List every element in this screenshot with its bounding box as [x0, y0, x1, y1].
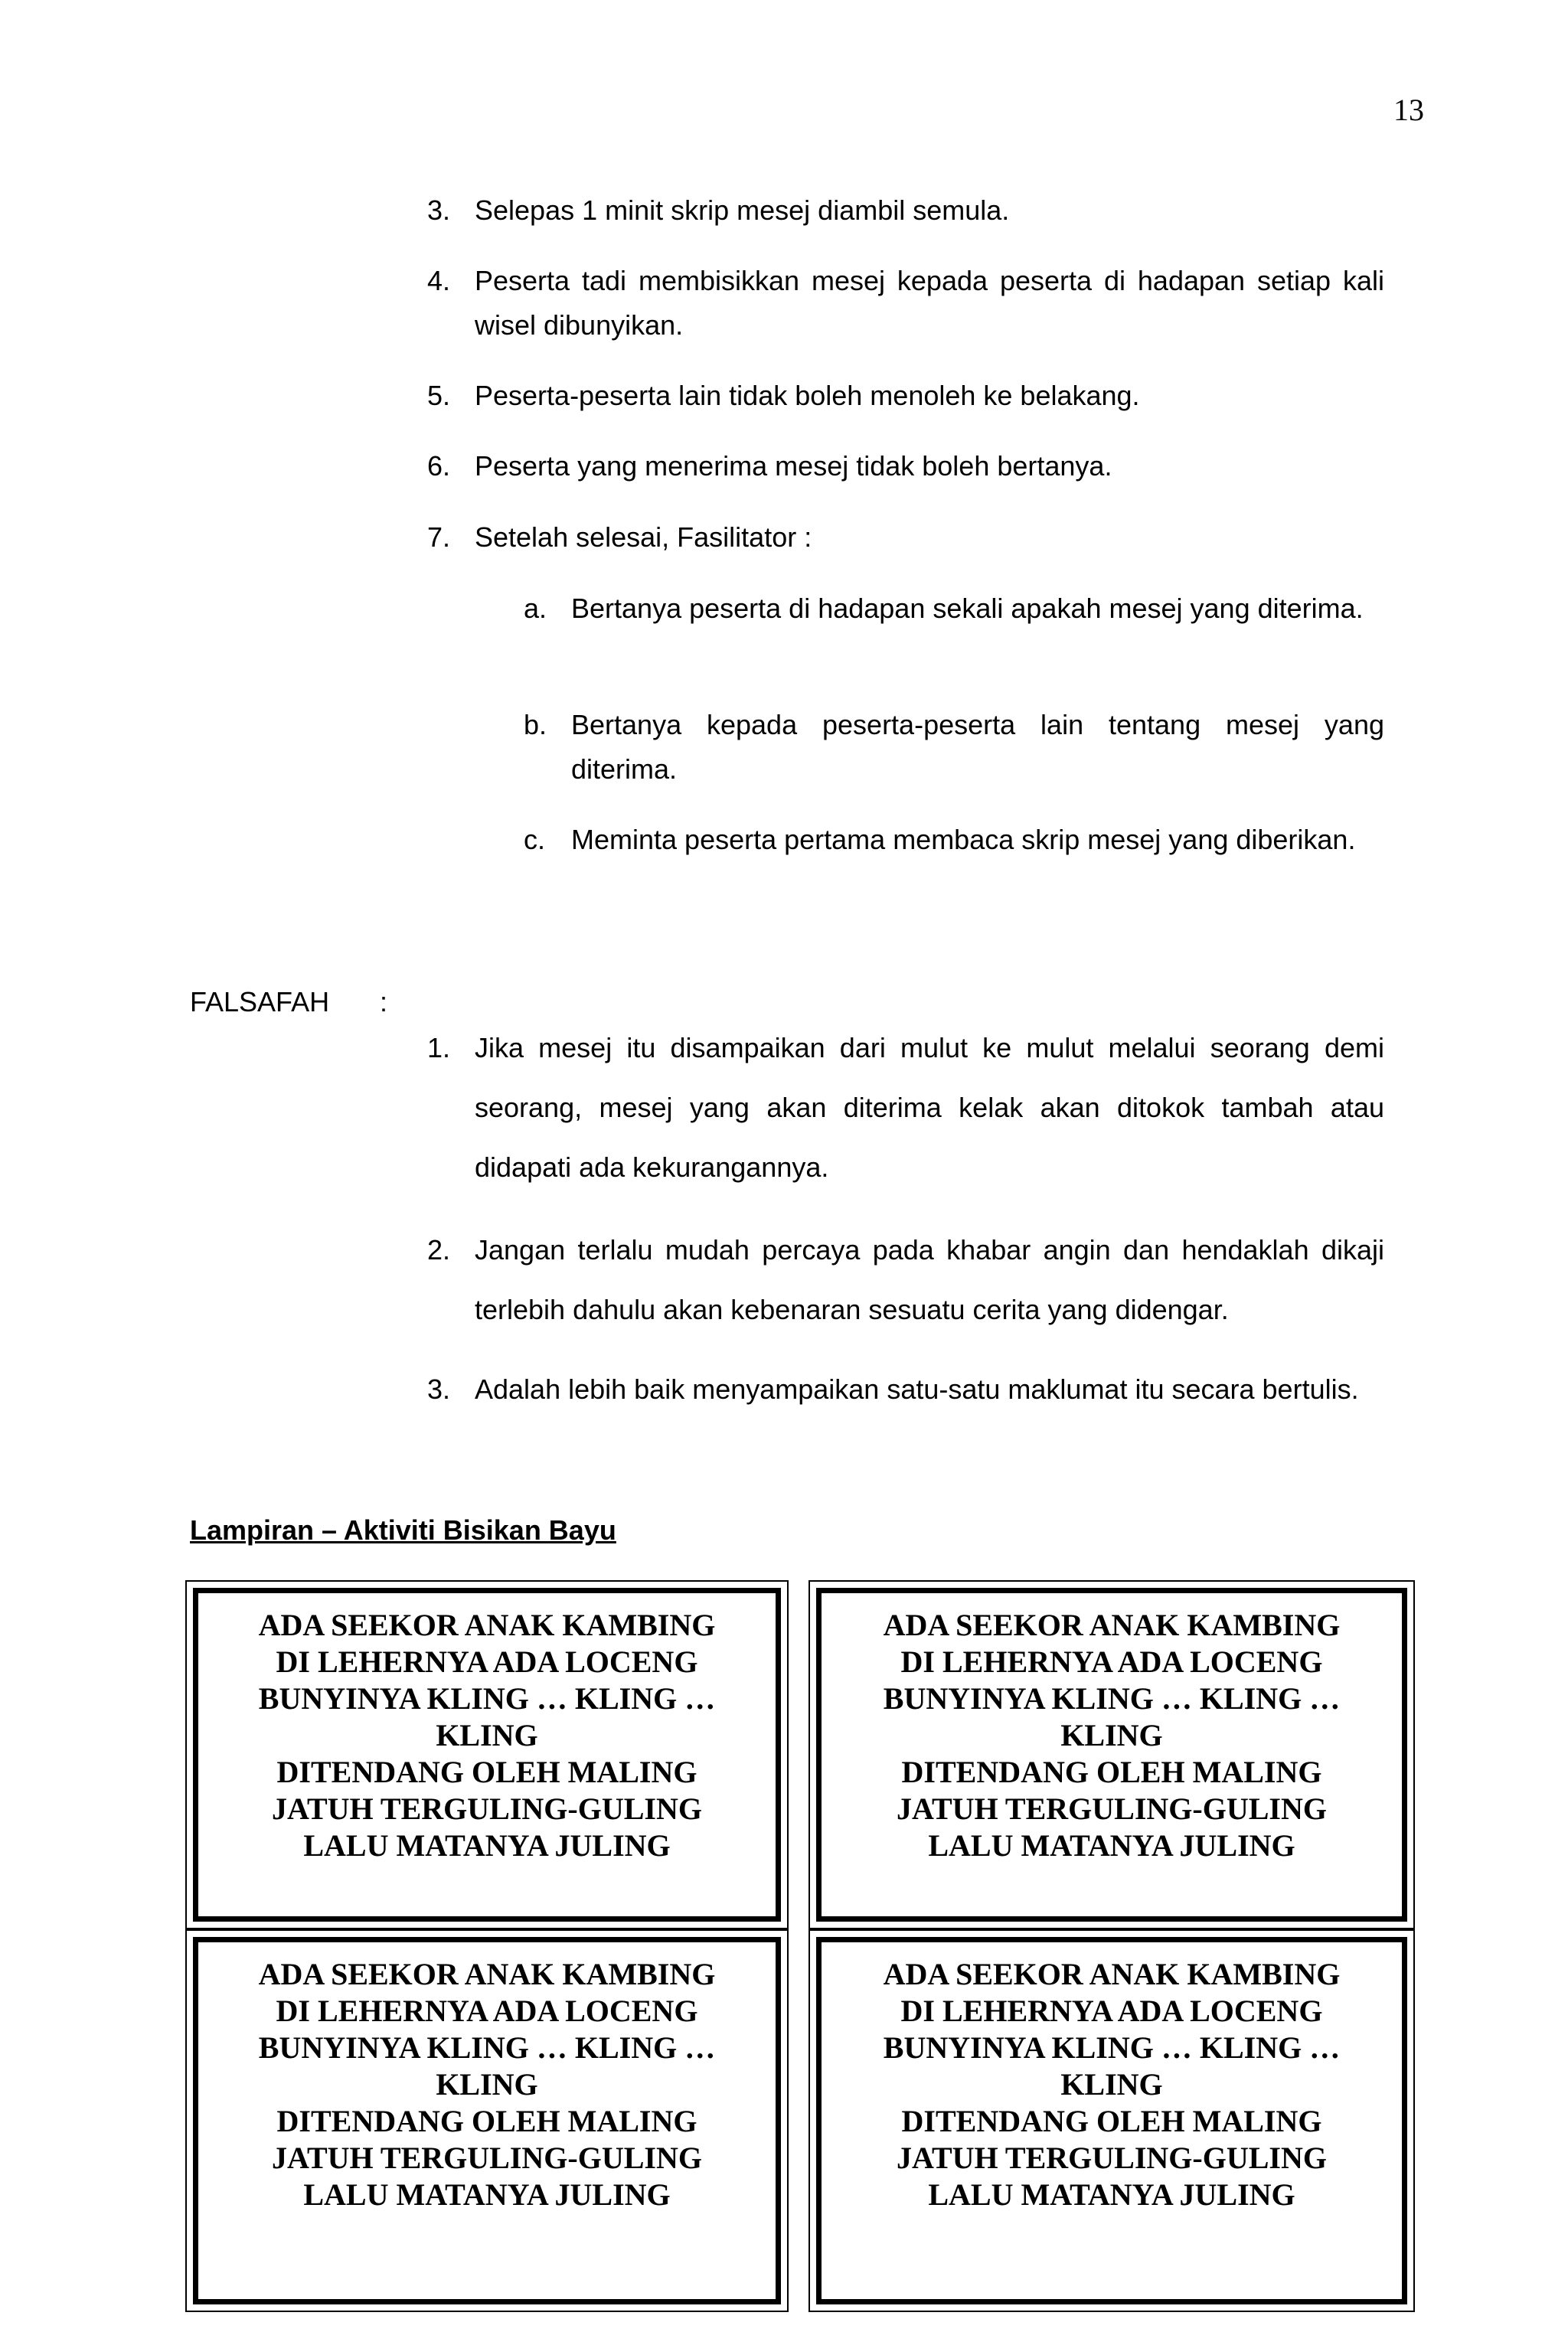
step-4 — [427, 259, 1384, 348]
card-line: BUNYINYA KLING … KLING … — [258, 1681, 716, 1716]
card-line: LALU MATANYA JULING — [928, 1828, 1295, 1863]
message-cards-grid — [185, 1580, 1415, 2312]
message-card-3 — [185, 1929, 789, 2312]
card-line: KLING — [436, 2067, 538, 2102]
step-7 — [427, 515, 1384, 560]
step-text: Selepas 1 minit skrip mesej diambil semula. — [475, 194, 1010, 226]
card-line: ADA SEEKOR ANAK KAMBING — [883, 1957, 1341, 1991]
card-line: ADA SEEKOR ANAK KAMBING — [883, 1608, 1341, 1642]
step-3 — [427, 188, 1384, 233]
point-number: 1. — [427, 1032, 451, 1063]
card-line: LALU MATANYA JULING — [303, 1828, 671, 1863]
step-number: 3. — [427, 194, 451, 226]
point-number: 3. — [427, 1373, 451, 1405]
card-line: DITENDANG OLEH MALING — [901, 1755, 1322, 1789]
card-line: ADA SEEKOR ANAK KAMBING — [258, 1608, 716, 1642]
card-line: KLING — [436, 1718, 538, 1752]
card-line: DI LEHERNYA ADA LOCENG — [276, 1644, 698, 1679]
card-line: BUNYINYA KLING … KLING … — [258, 2030, 716, 2065]
falsafah-label: FALSAFAH — [190, 986, 330, 1017]
substep-letter: b. — [524, 709, 547, 740]
card-line: LALU MATANYA JULING — [928, 2177, 1295, 2212]
falsafah-point-3 — [427, 1360, 1384, 1419]
falsafah-colon: : — [380, 986, 388, 1017]
card-line: KLING — [1060, 2067, 1163, 2102]
message-card-text — [816, 1937, 1407, 2304]
card-line: DI LEHERNYA ADA LOCENG — [900, 1644, 1323, 1679]
card-line: JATUH TERGULING-GULING — [272, 1791, 702, 1826]
message-card-1 — [185, 1580, 789, 1929]
step-text: Peserta-peserta lain tidak boleh menoleh ke belakang. — [475, 380, 1140, 411]
message-card-4 — [808, 1929, 1415, 2312]
point-number: 2. — [427, 1234, 451, 1266]
lampiran-title: Lampiran – Aktiviti Bisikan Bayu — [190, 1514, 616, 1546]
message-card-text — [816, 1588, 1407, 1922]
card-line: BUNYINYA KLING … KLING … — [883, 2030, 1341, 2065]
card-line: DITENDANG OLEH MALING — [276, 1755, 697, 1789]
substep-text: Bertanya kepada peserta-peserta lain tentang mesej yang diterima. — [571, 709, 1384, 785]
step-text: Peserta tadi membisikkan mesej kepada peserta di hadapan setiap kali wisel dibunyikan. — [475, 265, 1384, 341]
falsafah-point-2 — [427, 1220, 1384, 1340]
card-line: LALU MATANYA JULING — [303, 2177, 671, 2212]
card-line: JATUH TERGULING-GULING — [272, 2141, 702, 2175]
card-line: ADA SEEKOR ANAK KAMBING — [258, 1957, 716, 1991]
substep-letter: a. — [524, 593, 547, 624]
step-5 — [427, 374, 1384, 418]
step-number: 6. — [427, 450, 451, 482]
page-number: 13 — [1393, 93, 1424, 127]
substep-text: Bertanya peserta di hadapan sekali apakah mesej yang diterima. — [571, 593, 1364, 624]
substep-b — [524, 703, 1384, 792]
card-line: BUNYINYA KLING … KLING … — [883, 1681, 1341, 1716]
card-line: JATUH TERGULING-GULING — [897, 2141, 1327, 2175]
message-card-text — [193, 1588, 781, 1922]
point-text: Jika mesej itu disampaikan dari mulut ke mulut melalui seorang demi seorang, mesej yang akan diterima kelak akan ditokok tambah atau didapati ada kekurangannya. — [475, 1032, 1384, 1183]
card-line: DI LEHERNYA ADA LOCENG — [900, 1994, 1323, 2028]
step-text: Setelah selesai, Fasilitator : — [475, 521, 812, 553]
point-text: Adalah lebih baik menyampaikan satu-satu maklumat itu secara bertulis. — [475, 1373, 1359, 1405]
step-6 — [427, 444, 1384, 488]
step-number: 4. — [427, 265, 451, 296]
card-line: DI LEHERNYA ADA LOCENG — [276, 1994, 698, 2028]
card-line: DITENDANG OLEH MALING — [901, 2104, 1322, 2138]
point-text: Jangan terlalu mudah percaya pada khabar angin dan hendaklah dikaji terlebih dahulu akan kebenaran sesuatu cerita yang didengar. — [475, 1234, 1384, 1325]
card-line: DITENDANG OLEH MALING — [276, 2104, 697, 2138]
substep-a — [524, 586, 1384, 631]
message-card-2 — [808, 1580, 1415, 1929]
step-number: 7. — [427, 521, 451, 553]
substep-text: Meminta peserta pertama membaca skrip mesej yang diberikan. — [571, 824, 1356, 855]
card-line: KLING — [1060, 1718, 1163, 1752]
card-line: JATUH TERGULING-GULING — [897, 1791, 1327, 1826]
falsafah-point-1 — [427, 1018, 1384, 1197]
step-text: Peserta yang menerima mesej tidak boleh bertanya. — [475, 450, 1112, 482]
substep-c — [524, 818, 1384, 862]
step-number: 5. — [427, 380, 451, 411]
substep-letter: c. — [524, 824, 546, 855]
message-card-text — [193, 1937, 781, 2304]
